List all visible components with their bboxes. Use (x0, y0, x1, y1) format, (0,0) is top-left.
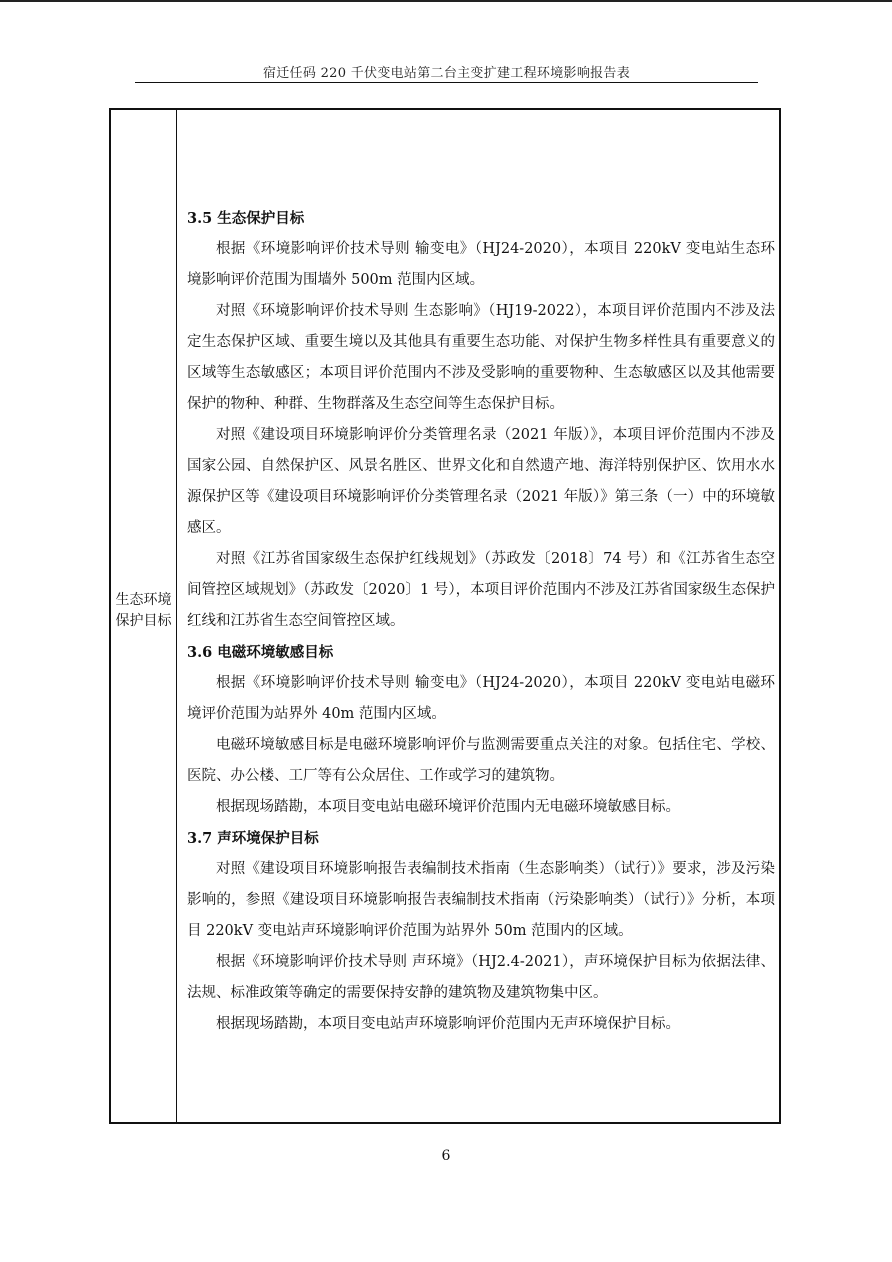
paragraph: 电磁环境敏感目标是电磁环境影响评价与监测需要重点关注的对象。包括住宅、学校、医院、办公楼、工厂等有公众居住、工作或学习的建筑物。 (187, 737, 775, 784)
section-3-7 (187, 823, 775, 1040)
section-3-6 (187, 637, 775, 823)
section-heading: 3.6 电磁环境敏感目标 (187, 644, 334, 661)
table-content-cell (187, 203, 775, 1040)
paragraph: 根据现场踏勘，本项目变电站声环境影响评价范围内无声环境保护目标。 (216, 1016, 680, 1032)
page-header-title: 宿迁任码 220 千伏变电站第二台主变扩建工程环境影响报告表 (262, 66, 631, 81)
paragraph: 对照《环境影响评价技术导则 生态影响》（HJ19-2022），本项目评价范围内不涉及法定生态保护区域、重要生境以及其他具有重要生态功能、对保护生物多样性具有重要意义的区域等生态敏感区；本项目评价范围内不涉及受影响的重要物种、生态敏感区以及其他需要保护的物种、种群、生物群落及生态空间等生态保护目标。 (187, 303, 775, 412)
paragraph: 根据《环境影响评价技术导则 声环境》（HJ2.4-2021），声环境保护目标为依据法律、法规、标准政策等确定的需要保持安静的建筑物及建筑物集中区。 (187, 954, 775, 1001)
page-number: 6 (441, 1148, 451, 1164)
section-heading: 3.5 生态保护目标 (187, 210, 305, 227)
table-column-divider (176, 108, 177, 1124)
paragraph: 对照《建设项目环境影响报告表编制技术指南（生态影响类）（试行）》要求，涉及污染影响的，参照《建设项目环境影响报告表编制技术指南（污染影响类）（试行）》分析，本项目 220kV 变电站声环境影响评价范围为站界外 50m 范围内的区域。 (187, 861, 775, 939)
paragraph: 根据现场踏勘，本项目变电站电磁环境评价范围内无电磁环境敏感目标。 (216, 799, 680, 815)
header-rule (135, 82, 758, 83)
paragraph: 对照《江苏省国家级生态保护红线规划》（苏政发〔2018〕74 号）和《江苏省生态空间管控区域规划》（苏政发〔2020〕1 号），本项目评价范围内不涉及江苏省国家级生态保护红线和江苏省生态空间管控区域。 (187, 551, 775, 629)
paragraph: 根据《环境影响评价技术导则 输变电》（HJ24-2020），本项目 220kV 变电站生态环境影响评价范围为围墙外 500m 范围内区域。 (187, 241, 775, 288)
section-heading: 3.7 声环境保护目标 (187, 830, 319, 847)
paragraph: 根据《环境影响评价技术导则 输变电》（HJ24-2020），本项目 220kV 变电站电磁环境评价范围为站界外 40m 范围内区域。 (187, 675, 775, 722)
page-top-border (0, 0, 892, 2)
section-3-5 (187, 203, 775, 637)
row-label: 生态环境保护目标 (115, 592, 172, 629)
paragraph: 对照《建设项目环境影响评价分类管理名录（2021 年版）》，本项目评价范围内不涉及国家公园、自然保护区、风景名胜区、世界文化和自然遗产地、海洋特别保护区、饮用水水源保护区等《建设项目环境影响评价分类管理名录（2021 年版）》第三条（一）中的环境敏感区。 (187, 427, 775, 536)
